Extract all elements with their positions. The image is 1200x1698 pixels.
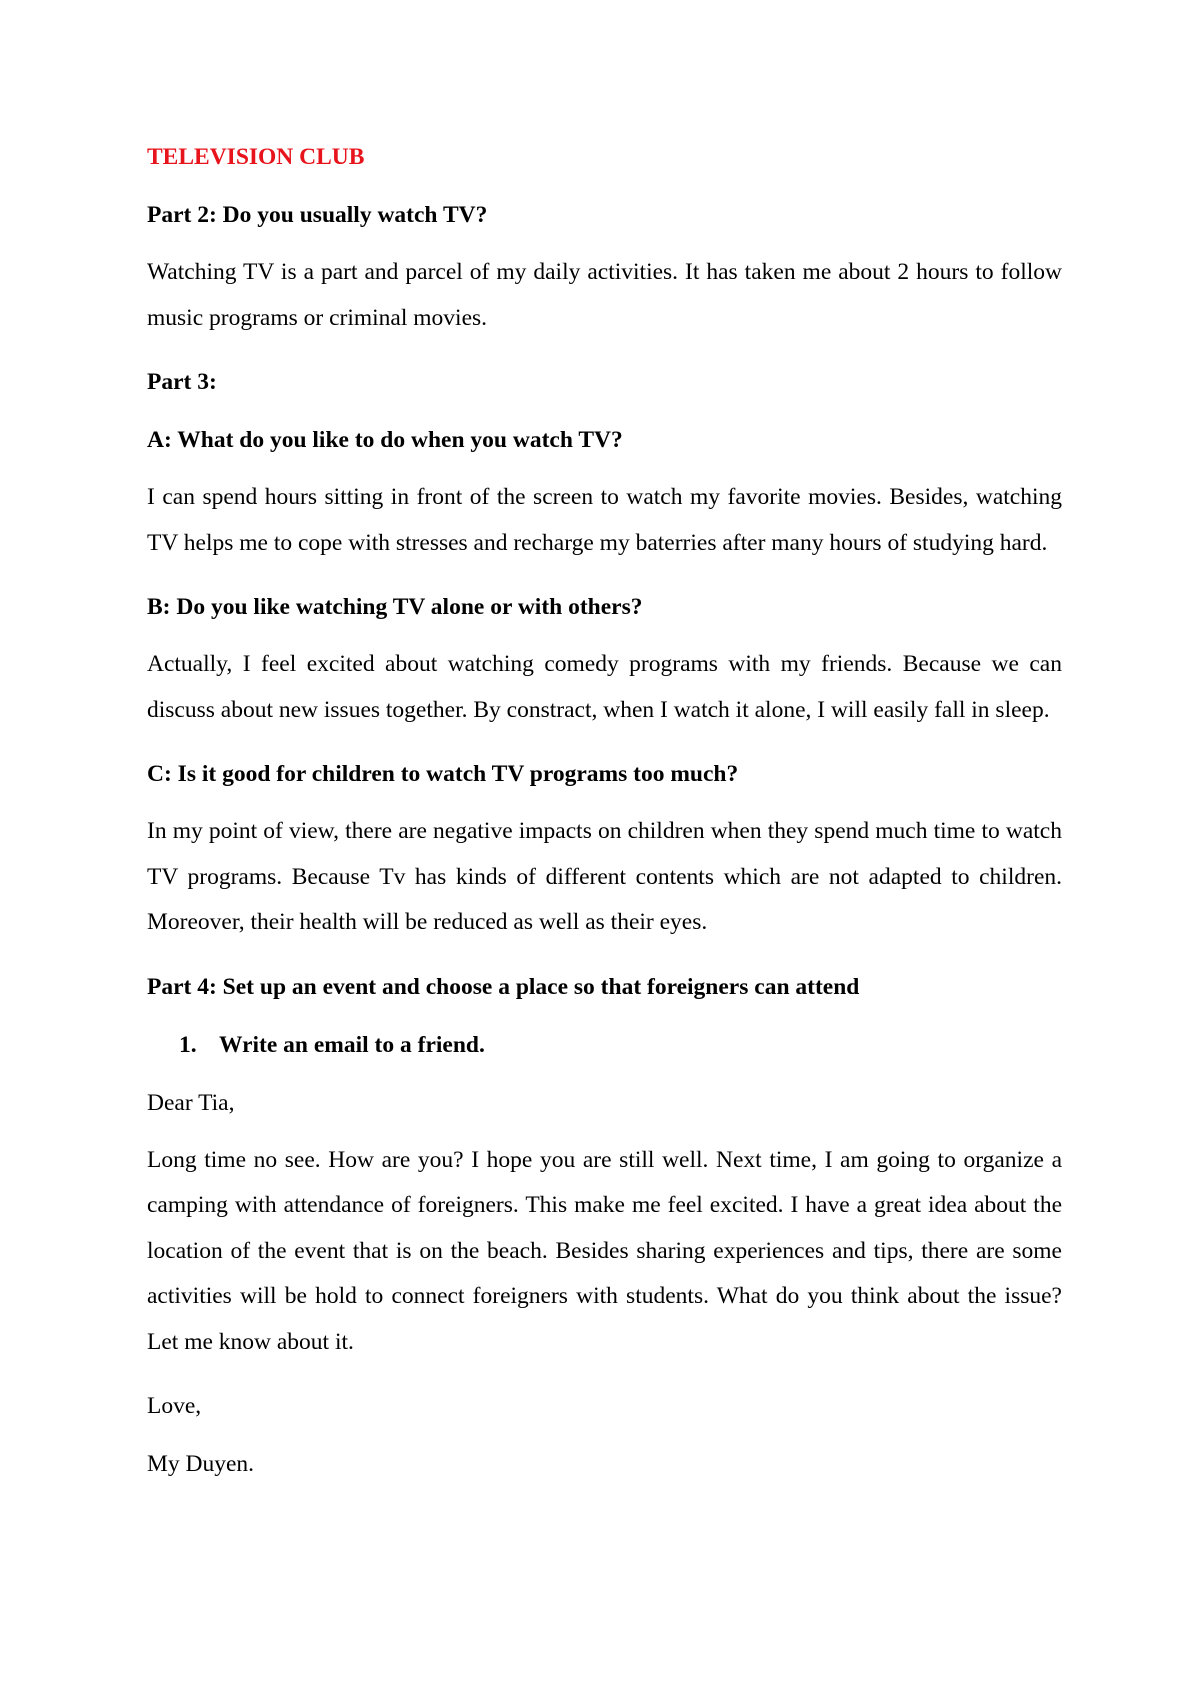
- email-body: Long time no see. How are you? I hope you are still well. Next time, I am going to organize a camping with attendance of foreigners. This make me feel excited. I have a great idea about the location of the event that is on the beach. Besides sharing experiences and tips, there are some activities will be hold to connect foreigners with students. What do you think about the issue? Let me know about it.: [147, 1146, 1062, 1355]
- document-title: TELEVISION CLUB: [147, 144, 365, 170]
- list-item-text: Write an email to a friend.: [219, 1031, 485, 1058]
- email-greeting: Dear Tia,: [147, 1089, 235, 1116]
- question-b: B: Do you like watching TV alone or with others?: [147, 594, 643, 620]
- heading-part-3: Part 3:: [147, 369, 217, 395]
- answer-part-2: Watching TV is a part and parcel of my daily activities. It has taken me about 2 hours to follow music programs or criminal movies.: [147, 259, 1062, 331]
- list-number: 1.: [179, 1031, 197, 1058]
- answer-c: In my point of view, there are negative impacts on children when they spend much time to watch TV programs. Because Tv has kinds of different contents which are not adapted to children. Moreover, their health will be reduced as well as their eyes.: [147, 818, 1062, 935]
- email-signature: My Duyen.: [147, 1451, 255, 1477]
- question-c: C: Is it good for children to watch TV programs too much?: [147, 761, 739, 787]
- document-body: [147, 140, 1062, 1505]
- answer-b: Actually, I feel excited about watching comedy programs with my friends. Because we can discuss about new issues together. By constract, when I watch it alone, I will easily fall in sleep.: [147, 651, 1062, 723]
- email-closing: Love,: [147, 1393, 202, 1419]
- question-a: A: What do you like to do when you watch TV?: [147, 427, 623, 453]
- heading-part-2: Part 2: Do you usually watch TV?: [147, 202, 488, 228]
- answer-a: I can spend hours sitting in front of the screen to watch my favorite movies. Besides, watching TV helps me to cope with stresses and recharge my baterries after many hours of studying hard.: [147, 484, 1062, 556]
- heading-part-4: Part 4: Set up an event and choose a place so that foreigners can attend: [147, 973, 860, 1000]
- numbered-item: [147, 1028, 1062, 1062]
